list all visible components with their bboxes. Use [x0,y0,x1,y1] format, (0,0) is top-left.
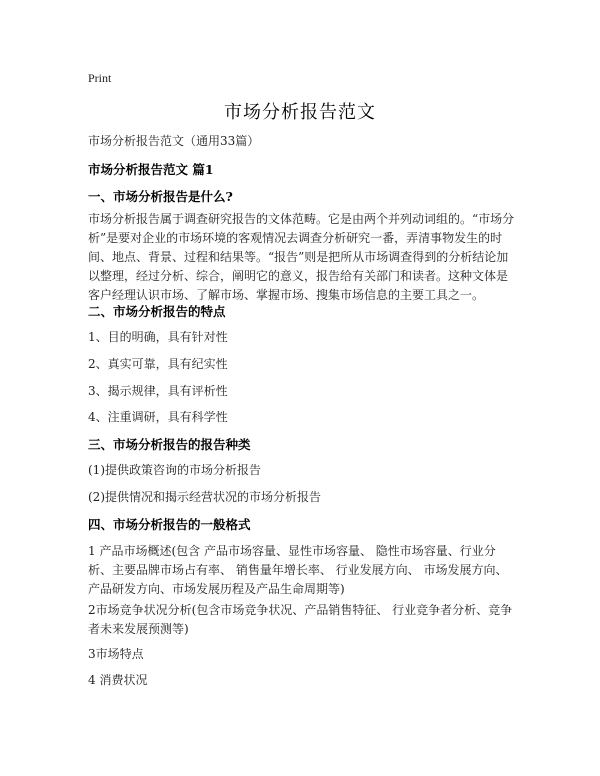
list-item: 4 消费状况 [88,673,148,687]
section-4-heading: 四、市场分析报告的一般格式 [88,517,251,532]
section-3-heading: 三、市场分析报告的报告种类 [88,437,251,452]
list-item: 1、目的明确，具有针对性 [88,330,228,344]
page-title: 市场分析报告范文 [224,102,376,123]
list-item: 2、真实可靠，具有纪实性 [88,357,228,371]
list-item: 4、注重调研，具有科学性 [88,410,228,424]
print-link[interactable]: Print [88,71,112,85]
list-item: 2市场竞争状况分析(包含市场竞争状况、产品销售特征、 行业竞争者分析、竞争者未来发展预测等) [88,603,513,636]
article-heading: 市场分析报告范文 篇1 [88,162,214,177]
list-item: (1)提供政策咨询的市场分析报告 [88,463,261,477]
document-subtitle: 市场分析报告范文（通用33篇） [88,134,260,148]
list-item: 3、揭示规律，具有评析性 [88,384,228,398]
list-item: 3市场特点 [88,647,144,661]
list-item: (2)提供情况和揭示经营状况的市场分析报告 [88,490,321,504]
section-2-heading: 二、市场分析报告的特点 [88,304,226,319]
section-1-heading: 一、市场分析报告是什么? [88,189,233,204]
list-item: 1 产品市场概述(包含 产品市场容量、显性市场容量、 隐性市场容量、行业分析、主要品牌市场占有率、 销售量年增长率、 行业发展方向、 市场发展方向、 产品研发方向、市场发展历程及产品生命周期等) [88,544,508,596]
section-1-body: 市场分析报告属于调查研究报告的文体范畴。它是由两个并列动词组的。“市场分析”是要对企业的市场环境的客观情况去调查分析研究一番，弄清事物发生的时间、地点、背景、过程和结果等。“报告”则是把所从市场调查得到的分析结论加以整理，经过分析、综合，阐明它的意义，报告给有关部门和读者。这种文体是客户经理认识市场、了解市场、掌握市场、搜集市场信息的主要工具之一。 [88,212,515,302]
